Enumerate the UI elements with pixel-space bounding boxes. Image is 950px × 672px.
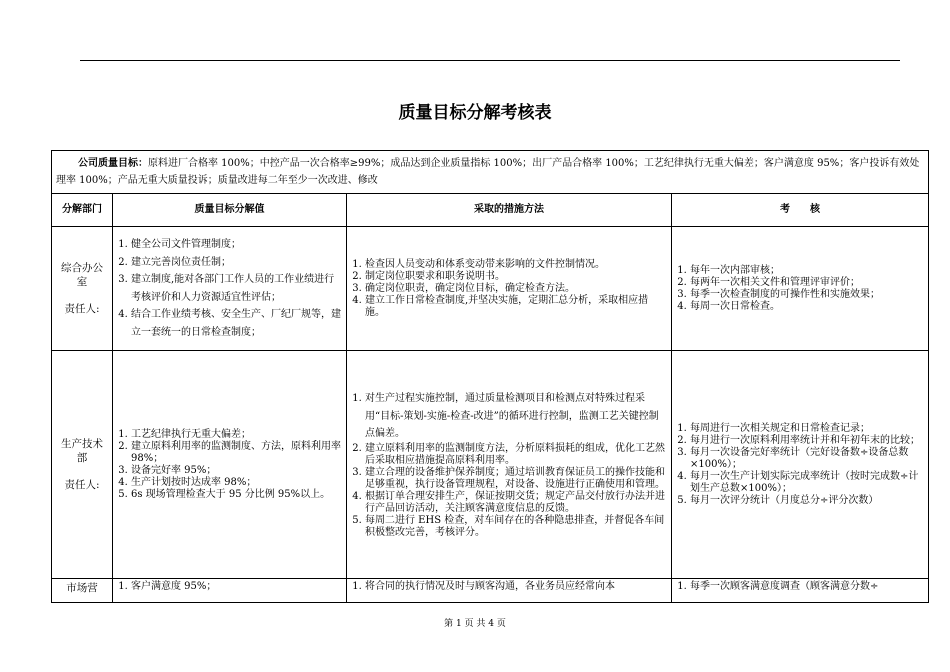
list-item: 4. 每月一次生产计划实际完成率统计（按时完成数÷计划生产总数×100%）； <box>690 471 924 495</box>
list-item: 1. 健全公司文件管理制度； <box>131 236 342 254</box>
list-item: 2. 建立完善岗位责任制； <box>131 254 342 272</box>
assessment-cell <box>672 351 929 579</box>
list-item: 1. 将合同的执行情况及时与顾客沟通，各业务员应经常向本 <box>365 581 667 593</box>
list-item: 3. 设备完好率 95%； <box>131 465 342 477</box>
table-row <box>52 351 929 579</box>
list-item: 2. 建立原料利用率的监测制度、方法，原料利用率 98%； <box>131 441 342 465</box>
list-item: 5. 每月一次评分统计（月度总分÷评分次数） <box>690 495 924 507</box>
header-row <box>52 194 929 227</box>
list-item: 3. 建立合理的设备维护保养制度；通过培训教育保证员工的操作技能和足够重视，执行设备管理规程，对设备、设施进行正确使用和管理。 <box>365 467 667 491</box>
goals-list <box>117 581 342 593</box>
measures-cell <box>347 227 672 351</box>
dept-name: 市场营 <box>66 582 98 594</box>
assessment-cell <box>672 579 929 603</box>
header-measures: 采取的措施方法 <box>347 194 672 227</box>
list-item: 2. 制定岗位职要求和职务说明书。 <box>365 271 667 283</box>
page-title: 质量目标分解考核表 <box>398 103 552 123</box>
assessment-cell <box>672 227 929 351</box>
list-item: 5. 6s 现场管理检查大于 95 分比例 95%以上。 <box>131 489 342 501</box>
list-item: 4. 建立工作日常检查制度,并坚决实施，定期汇总分析，采取相应措施。 <box>365 295 667 319</box>
list-item: 2. 每月进行一次原料利用率统计并和年初年末的比较； <box>690 435 924 447</box>
goals-cell <box>113 227 347 351</box>
list-item: 1. 对生产过程实施控制，通过质量检测项目和检测点对特殊过程采用“目标-策划-实施-检查-改进”的循环进行控制，监测工艺关键控制点偏差。 <box>365 390 667 443</box>
list-item: 5. 每周二进行 EHS 检查，对车间存在的各种隐患排查，并督促各车间积极整改完善，考核评分。 <box>365 515 667 539</box>
goals-cell <box>113 579 347 603</box>
list-item: 3. 每季一次检查制度的可操作性和实施效果； <box>690 289 924 301</box>
measures-cell <box>347 351 672 579</box>
list-item: 1. 工艺纪律执行无重大偏差； <box>131 429 342 441</box>
list-item: 4. 结合工作业绩考核、安全生产、厂纪厂规等，建立一套统一的日常检查制度； <box>131 306 342 341</box>
page-footer: 第 1 页 共 4 页 <box>444 619 506 629</box>
company-goal-text: 原料进厂合格率 100%；中控产品一次合格率≥99%；成品达到企业质量指标 100%；出厂产品合格率 100%；工艺纪律执行无重大偏差；客户满意度 95%；客户投诉有效处理率 100%；产品无重大质量投诉；质量改进每二年至少一次改进、修改 <box>56 157 920 186</box>
company-goal-label: 公司质量目标： <box>78 157 148 169</box>
table-row <box>52 227 929 351</box>
quality-goal-table <box>51 150 929 603</box>
assessment-list <box>676 581 924 593</box>
measures-list <box>351 581 667 593</box>
responsible-label: 责任人: <box>64 478 100 491</box>
dept-cell <box>52 579 113 603</box>
assessment-list <box>676 265 924 313</box>
dept-cell <box>52 351 113 579</box>
list-item: 1. 每季一次顾客满意度调查（顾客满意分数÷ <box>690 581 924 593</box>
assessment-list <box>676 423 924 507</box>
goals-list <box>117 236 342 341</box>
list-item: 1. 检查因人员变动和体系变动带来影响的文件控制情况。 <box>365 259 667 271</box>
measures-list <box>351 390 667 539</box>
header-rule <box>80 60 900 61</box>
list-item: 4. 生产计划按时达成率 98%； <box>131 477 342 489</box>
list-item: 1. 每年一次内部审核； <box>690 265 924 277</box>
table-row <box>52 579 929 603</box>
list-item: 3. 每月一次设备完好率统计（完好设备数÷设备总数×100%）； <box>690 447 924 471</box>
dept-cell <box>52 227 113 351</box>
goals-cell <box>113 351 347 579</box>
header-assessment: 考 核 <box>672 194 929 227</box>
goals-list <box>117 429 342 501</box>
measures-list <box>351 259 667 319</box>
responsible-label: 责任人: <box>64 302 100 315</box>
dept-name: 生产技术部 <box>61 438 103 465</box>
list-item: 3. 确定岗位职责，确定岗位目标，确定检查方法。 <box>365 283 667 295</box>
list-item: 3. 建立制度,能对各部门工作人员的工作业绩进行考核评价和人力资源适宜性评估； <box>131 271 342 306</box>
list-item: 2. 每两年一次相关文件和管理评审评价； <box>690 277 924 289</box>
dept-name: 综合办公室 <box>61 262 103 289</box>
list-item: 1. 每周进行一次相关规定和日常检查记录； <box>690 423 924 435</box>
list-item: 2. 建立原料利用率的监测制度方法，分析原料损耗的组成，优化工艺然后采取相应措施提高原料利用率。 <box>365 443 667 467</box>
list-item: 4. 根据订单合理安排生产，保证按期交货；规定产品交付放行办法并进行产品回访活动，关注顾客满意度信息的反馈。 <box>365 491 667 515</box>
list-item: 4. 每周一次日常检查。 <box>690 301 924 313</box>
measures-cell <box>347 579 672 603</box>
company-goal-row <box>52 151 929 194</box>
list-item: 1. 客户满意度 95%； <box>131 581 342 593</box>
company-goal-cell <box>52 151 929 194</box>
header-dept: 分解部门 <box>52 194 113 227</box>
header-goal-value: 质量目标分解值 <box>113 194 347 227</box>
